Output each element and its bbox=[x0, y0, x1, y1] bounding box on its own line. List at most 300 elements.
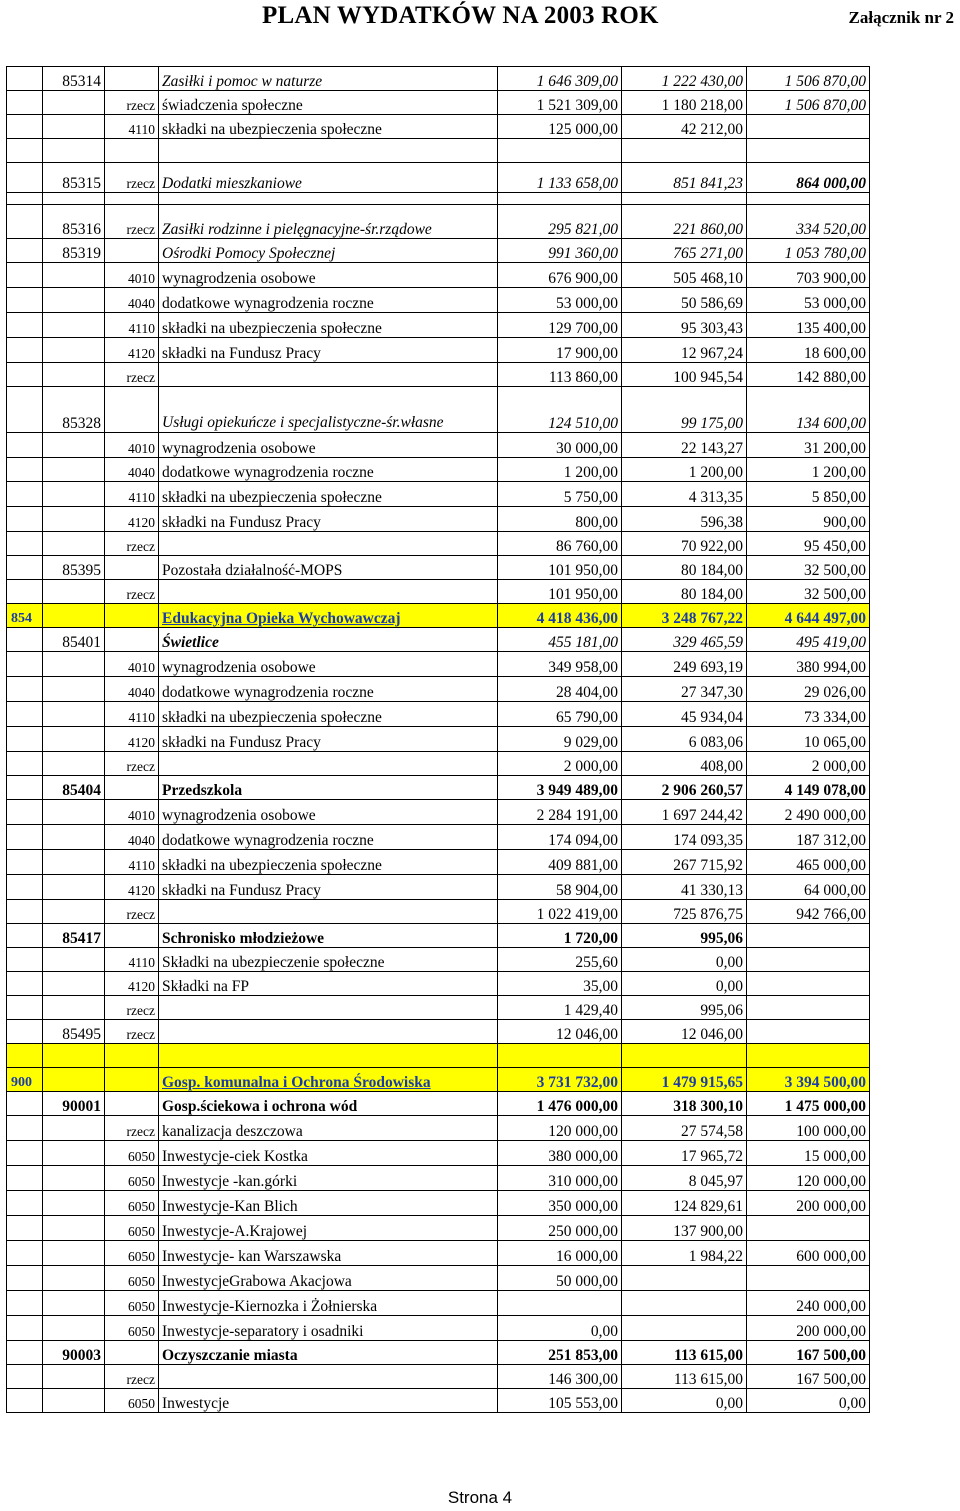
plan-2003-value-cell: 600 000,00 bbox=[747, 1241, 870, 1266]
chapter-code-cell bbox=[43, 115, 105, 139]
description-cell: wynagrodzenia osobowe bbox=[159, 433, 498, 458]
execution-value-cell: 0,00 bbox=[622, 972, 747, 996]
table-row bbox=[7, 556, 870, 580]
description-cell: Inwestycje- kan Warszawska bbox=[159, 1241, 498, 1266]
section-code-cell bbox=[7, 91, 43, 115]
description-cell: Inwestycje -kan.górki bbox=[159, 1166, 498, 1191]
table-row bbox=[7, 1068, 870, 1092]
table-row bbox=[7, 163, 870, 193]
description-cell: Usługi opiekuńcze i specjalistyczne-śr.własne bbox=[159, 387, 498, 433]
description-cell: składki na ubezpieczenia społeczne bbox=[159, 702, 498, 727]
execution-value-cell: 596,38 bbox=[622, 507, 747, 532]
table-row bbox=[7, 1166, 870, 1191]
section-code-cell bbox=[7, 1365, 43, 1389]
execution-value-cell: 1 479 915,65 bbox=[622, 1068, 747, 1092]
table-row bbox=[7, 972, 870, 996]
description-cell: Inwestycje-A.Krajowej bbox=[159, 1216, 498, 1241]
plan-value-cell: 251 853,00 bbox=[498, 1341, 622, 1365]
table-row bbox=[7, 776, 870, 800]
plan-value-cell: 2 284 191,00 bbox=[498, 800, 622, 825]
chapter-code-cell bbox=[43, 752, 105, 776]
section-code-cell bbox=[7, 924, 43, 948]
paragraph-code-cell: rzecz bbox=[105, 163, 159, 193]
table-row bbox=[7, 338, 870, 363]
section-code-cell bbox=[7, 1241, 43, 1266]
chapter-code-cell bbox=[43, 338, 105, 363]
execution-value-cell: 41 330,13 bbox=[622, 875, 747, 900]
chapter-code-cell bbox=[43, 91, 105, 115]
section-code-cell bbox=[7, 363, 43, 387]
plan-2003-value-cell: 2 000,00 bbox=[747, 752, 870, 776]
description-cell: składki na Fundusz Pracy bbox=[159, 875, 498, 900]
table-row bbox=[7, 604, 870, 628]
table-row bbox=[7, 1020, 870, 1044]
paragraph-code-cell: 6050 bbox=[105, 1191, 159, 1216]
paragraph-code-cell bbox=[105, 193, 159, 205]
section-code-cell bbox=[7, 1092, 43, 1116]
chapter-code-cell: 85319 bbox=[43, 239, 105, 263]
description-cell: Inwestycje-ciek Kostka bbox=[159, 1141, 498, 1166]
paragraph-code-cell: 4120 bbox=[105, 875, 159, 900]
paragraph-code-cell bbox=[105, 139, 159, 163]
description-cell: kanalizacja deszczowa bbox=[159, 1116, 498, 1141]
plan-value-cell: 35,00 bbox=[498, 972, 622, 996]
description-cell bbox=[159, 580, 498, 604]
paragraph-code-cell bbox=[105, 628, 159, 652]
table-row bbox=[7, 1389, 870, 1413]
chapter-code-cell bbox=[43, 996, 105, 1020]
plan-2003-value-cell: 200 000,00 bbox=[747, 1191, 870, 1216]
execution-value-cell: 50 586,69 bbox=[622, 288, 747, 313]
plan-2003-value-cell: 134 600,00 bbox=[747, 387, 870, 433]
execution-value-cell: 113 615,00 bbox=[622, 1365, 747, 1389]
description-cell bbox=[159, 532, 498, 556]
description-cell: Gosp. komunalna i Ochrona Środowiska bbox=[159, 1068, 498, 1092]
section-code-cell bbox=[7, 263, 43, 288]
section-code-cell bbox=[7, 482, 43, 507]
execution-value-cell: 100 945,54 bbox=[622, 363, 747, 387]
plan-value-cell: 2 000,00 bbox=[498, 752, 622, 776]
paragraph-code-cell bbox=[105, 604, 159, 628]
plan-2003-value-cell: 167 500,00 bbox=[747, 1365, 870, 1389]
description-cell: składki na Fundusz Pracy bbox=[159, 727, 498, 752]
paragraph-code-cell: 4040 bbox=[105, 288, 159, 313]
page-number: Strona 4 bbox=[447, 1488, 513, 1507]
execution-value-cell: 505 468,10 bbox=[622, 263, 747, 288]
plan-value-cell: 50 000,00 bbox=[498, 1266, 622, 1291]
plan-2003-value-cell: 1 506 870,00 bbox=[747, 91, 870, 115]
section-code-cell bbox=[7, 580, 43, 604]
section-code-cell bbox=[7, 972, 43, 996]
plan-value-cell: 0,00 bbox=[498, 1316, 622, 1341]
description-cell bbox=[159, 752, 498, 776]
chapter-code-cell bbox=[43, 507, 105, 532]
paragraph-code-cell: rzecz bbox=[105, 900, 159, 924]
paragraph-code-cell: 4010 bbox=[105, 433, 159, 458]
description-cell: Inwestycje-Kiernozka i Żołnierska bbox=[159, 1291, 498, 1316]
table-row bbox=[7, 1044, 870, 1068]
execution-value-cell: 22 143,27 bbox=[622, 433, 747, 458]
paragraph-code-cell: 4110 bbox=[105, 313, 159, 338]
paragraph-code-cell bbox=[105, 556, 159, 580]
plan-2003-value-cell: 2 490 000,00 bbox=[747, 800, 870, 825]
chapter-code-cell bbox=[43, 363, 105, 387]
chapter-code-cell bbox=[43, 1191, 105, 1216]
plan-2003-value-cell: 0,00 bbox=[747, 1389, 870, 1413]
execution-value-cell: 1 222 430,00 bbox=[622, 67, 747, 91]
paragraph-code-cell: rzecz bbox=[105, 580, 159, 604]
table-row bbox=[7, 139, 870, 163]
description-cell: Zasiłki i pomoc w naturze bbox=[159, 67, 498, 91]
plan-2003-value-cell bbox=[747, 996, 870, 1020]
plan-value-cell: 255,60 bbox=[498, 948, 622, 972]
table-row bbox=[7, 1266, 870, 1291]
section-code-cell bbox=[7, 139, 43, 163]
execution-value-cell: 99 175,00 bbox=[622, 387, 747, 433]
paragraph-code-cell: 4010 bbox=[105, 263, 159, 288]
execution-value-cell: 4 313,35 bbox=[622, 482, 747, 507]
chapter-code-cell bbox=[43, 972, 105, 996]
plan-2003-value-cell: 95 450,00 bbox=[747, 532, 870, 556]
section-code-cell bbox=[7, 387, 43, 433]
plan-value-cell: 350 000,00 bbox=[498, 1191, 622, 1216]
execution-value-cell: 3 248 767,22 bbox=[622, 604, 747, 628]
plan-2003-value-cell: 5 850,00 bbox=[747, 482, 870, 507]
plan-value-cell: 250 000,00 bbox=[498, 1216, 622, 1241]
plan-value-cell: 101 950,00 bbox=[498, 580, 622, 604]
table-row bbox=[7, 532, 870, 556]
table-row bbox=[7, 205, 870, 239]
chapter-code-cell bbox=[43, 1044, 105, 1068]
description-cell: składki na ubezpieczenia społeczne bbox=[159, 482, 498, 507]
plan-value-cell bbox=[498, 139, 622, 163]
execution-value-cell bbox=[622, 1316, 747, 1341]
chapter-code-cell: 85404 bbox=[43, 776, 105, 800]
paragraph-code-cell bbox=[105, 387, 159, 433]
plan-value-cell: 1 133 658,00 bbox=[498, 163, 622, 193]
table-row bbox=[7, 263, 870, 288]
chapter-code-cell: 90001 bbox=[43, 1092, 105, 1116]
execution-value-cell bbox=[622, 1291, 747, 1316]
plan-2003-value-cell: 1 053 780,00 bbox=[747, 239, 870, 263]
chapter-code-cell bbox=[43, 313, 105, 338]
description-cell: wynagrodzenia osobowe bbox=[159, 800, 498, 825]
plan-value-cell: 16 000,00 bbox=[498, 1241, 622, 1266]
description-cell bbox=[159, 193, 498, 205]
plan-2003-value-cell: 187 312,00 bbox=[747, 825, 870, 850]
section-code-cell bbox=[7, 1116, 43, 1141]
section-code-cell bbox=[7, 1389, 43, 1413]
table-row bbox=[7, 727, 870, 752]
table-body bbox=[7, 67, 870, 1413]
description-cell: Inwestycje bbox=[159, 1389, 498, 1413]
paragraph-code-cell bbox=[105, 1341, 159, 1365]
plan-value-cell: 28 404,00 bbox=[498, 677, 622, 702]
execution-value-cell: 851 841,23 bbox=[622, 163, 747, 193]
description-cell: składki na ubezpieczenia społeczne bbox=[159, 850, 498, 875]
execution-value-cell: 408,00 bbox=[622, 752, 747, 776]
section-code-cell bbox=[7, 850, 43, 875]
section-code-cell bbox=[7, 948, 43, 972]
section-code-cell bbox=[7, 163, 43, 193]
plan-value-cell: 455 181,00 bbox=[498, 628, 622, 652]
chapter-code-cell: 85316 bbox=[43, 205, 105, 239]
section-code-cell bbox=[7, 727, 43, 752]
section-code-cell bbox=[7, 556, 43, 580]
table-row bbox=[7, 875, 870, 900]
description-cell: Inwestycje-Kan Blich bbox=[159, 1191, 498, 1216]
section-code-cell bbox=[7, 875, 43, 900]
section-code-cell bbox=[7, 338, 43, 363]
plan-value-cell: 1 521 309,00 bbox=[498, 91, 622, 115]
plan-value-cell: 676 900,00 bbox=[498, 263, 622, 288]
description-cell: Gosp.ściekowa i ochrona wód bbox=[159, 1092, 498, 1116]
execution-value-cell: 17 965,72 bbox=[622, 1141, 747, 1166]
execution-value-cell: 12 046,00 bbox=[622, 1020, 747, 1044]
table-row bbox=[7, 1141, 870, 1166]
description-cell: świadczenia społeczne bbox=[159, 91, 498, 115]
description-cell: dodatkowe wynagrodzenia roczne bbox=[159, 458, 498, 482]
plan-value-cell: 1 022 419,00 bbox=[498, 900, 622, 924]
execution-value-cell: 329 465,59 bbox=[622, 628, 747, 652]
table-row bbox=[7, 1092, 870, 1116]
section-code-cell: 900 bbox=[7, 1068, 43, 1092]
execution-value-cell: 80 184,00 bbox=[622, 556, 747, 580]
execution-value-cell bbox=[622, 139, 747, 163]
chapter-code-cell bbox=[43, 263, 105, 288]
plan-2003-value-cell: 100 000,00 bbox=[747, 1116, 870, 1141]
chapter-code-cell bbox=[43, 433, 105, 458]
plan-value-cell: 1 200,00 bbox=[498, 458, 622, 482]
table-row bbox=[7, 850, 870, 875]
paragraph-code-cell: 4010 bbox=[105, 652, 159, 677]
table-row bbox=[7, 313, 870, 338]
section-code-cell bbox=[7, 1020, 43, 1044]
paragraph-code-cell bbox=[105, 1044, 159, 1068]
paragraph-code-cell: rzecz bbox=[105, 91, 159, 115]
chapter-code-cell bbox=[43, 193, 105, 205]
paragraph-code-cell bbox=[105, 67, 159, 91]
execution-value-cell: 1 200,00 bbox=[622, 458, 747, 482]
description-cell bbox=[159, 900, 498, 924]
plan-2003-value-cell: 1 506 870,00 bbox=[747, 67, 870, 91]
section-code-cell bbox=[7, 313, 43, 338]
execution-value-cell: 0,00 bbox=[622, 1389, 747, 1413]
plan-2003-value-cell: 380 994,00 bbox=[747, 652, 870, 677]
section-code-cell bbox=[7, 458, 43, 482]
plan-value-cell: 380 000,00 bbox=[498, 1141, 622, 1166]
plan-value-cell: 58 904,00 bbox=[498, 875, 622, 900]
section-code-cell bbox=[7, 67, 43, 91]
table-row bbox=[7, 1216, 870, 1241]
plan-value-cell: 53 000,00 bbox=[498, 288, 622, 313]
chapter-code-cell bbox=[43, 850, 105, 875]
plan-2003-value-cell: 10 065,00 bbox=[747, 727, 870, 752]
plan-value-cell: 113 860,00 bbox=[498, 363, 622, 387]
description-cell: Oczyszczanie miasta bbox=[159, 1341, 498, 1365]
paragraph-code-cell: 4110 bbox=[105, 702, 159, 727]
paragraph-code-cell: 6050 bbox=[105, 1241, 159, 1266]
plan-value-cell: 295 821,00 bbox=[498, 205, 622, 239]
chapter-code-cell: 85314 bbox=[43, 67, 105, 91]
page-header bbox=[0, 0, 960, 40]
section-code-cell bbox=[7, 1266, 43, 1291]
chapter-code-cell: 85395 bbox=[43, 556, 105, 580]
plan-2003-value-cell: 200 000,00 bbox=[747, 1316, 870, 1341]
table-row bbox=[7, 1365, 870, 1389]
section-code-cell bbox=[7, 776, 43, 800]
description-cell: Dodatki mieszkaniowe bbox=[159, 163, 498, 193]
plan-value-cell: 86 760,00 bbox=[498, 532, 622, 556]
plan-2003-value-cell: 465 000,00 bbox=[747, 850, 870, 875]
table-row bbox=[7, 580, 870, 604]
description-cell: Inwestycje-separatory i osadniki bbox=[159, 1316, 498, 1341]
execution-value-cell: 70 922,00 bbox=[622, 532, 747, 556]
paragraph-code-cell: 4110 bbox=[105, 850, 159, 875]
table-row bbox=[7, 115, 870, 139]
chapter-code-cell bbox=[43, 900, 105, 924]
plan-2003-value-cell bbox=[747, 115, 870, 139]
paragraph-code-cell: 4110 bbox=[105, 948, 159, 972]
chapter-code-cell bbox=[43, 1166, 105, 1191]
section-code-cell bbox=[7, 532, 43, 556]
plan-value-cell: 101 950,00 bbox=[498, 556, 622, 580]
chapter-code-cell: 85315 bbox=[43, 163, 105, 193]
plan-2003-value-cell bbox=[747, 1266, 870, 1291]
table-row bbox=[7, 1116, 870, 1141]
section-code-cell bbox=[7, 677, 43, 702]
execution-value-cell: 249 693,19 bbox=[622, 652, 747, 677]
section-code-cell bbox=[7, 433, 43, 458]
plan-value-cell: 125 000,00 bbox=[498, 115, 622, 139]
description-cell: Schronisko młodzieżowe bbox=[159, 924, 498, 948]
plan-value-cell: 3 731 732,00 bbox=[498, 1068, 622, 1092]
paragraph-code-cell: rzecz bbox=[105, 996, 159, 1020]
table-row bbox=[7, 825, 870, 850]
section-code-cell bbox=[7, 702, 43, 727]
plan-value-cell: 991 360,00 bbox=[498, 239, 622, 263]
description-cell: dodatkowe wynagrodzenia roczne bbox=[159, 288, 498, 313]
section-code-cell bbox=[7, 800, 43, 825]
section-code-cell bbox=[7, 1044, 43, 1068]
section-code-cell bbox=[7, 1166, 43, 1191]
chapter-code-cell bbox=[43, 1141, 105, 1166]
plan-value-cell bbox=[498, 193, 622, 205]
plan-2003-value-cell bbox=[747, 193, 870, 205]
plan-value-cell bbox=[498, 1044, 622, 1068]
chapter-code-cell bbox=[43, 458, 105, 482]
execution-value-cell: 45 934,04 bbox=[622, 702, 747, 727]
plan-value-cell: 124 510,00 bbox=[498, 387, 622, 433]
plan-2003-value-cell: 18 600,00 bbox=[747, 338, 870, 363]
section-code-cell bbox=[7, 1291, 43, 1316]
execution-value-cell: 1 697 244,42 bbox=[622, 800, 747, 825]
section-code-cell bbox=[7, 288, 43, 313]
description-cell bbox=[159, 996, 498, 1020]
section-code-cell bbox=[7, 507, 43, 532]
description-cell: Świetlice bbox=[159, 628, 498, 652]
paragraph-code-cell bbox=[105, 1092, 159, 1116]
chapter-code-cell bbox=[43, 604, 105, 628]
execution-value-cell: 6 083,06 bbox=[622, 727, 747, 752]
plan-value-cell: 9 029,00 bbox=[498, 727, 622, 752]
chapter-code-cell bbox=[43, 1291, 105, 1316]
table-row bbox=[7, 948, 870, 972]
plan-2003-value-cell: 864 000,00 bbox=[747, 163, 870, 193]
description-cell: wynagrodzenia osobowe bbox=[159, 652, 498, 677]
paragraph-code-cell: rzecz bbox=[105, 752, 159, 776]
plan-2003-value-cell: 135 400,00 bbox=[747, 313, 870, 338]
plan-2003-value-cell bbox=[747, 924, 870, 948]
plan-2003-value-cell: 64 000,00 bbox=[747, 875, 870, 900]
section-code-cell bbox=[7, 752, 43, 776]
execution-value-cell: 42 212,00 bbox=[622, 115, 747, 139]
execution-value-cell: 221 860,00 bbox=[622, 205, 747, 239]
plan-2003-value-cell: 73 334,00 bbox=[747, 702, 870, 727]
chapter-code-cell: 85495 bbox=[43, 1020, 105, 1044]
paragraph-code-cell bbox=[105, 1068, 159, 1092]
plan-value-cell bbox=[498, 1291, 622, 1316]
table-row bbox=[7, 1316, 870, 1341]
table-row bbox=[7, 387, 870, 433]
section-code-cell bbox=[7, 1341, 43, 1365]
chapter-code-cell bbox=[43, 1116, 105, 1141]
plan-value-cell: 120 000,00 bbox=[498, 1116, 622, 1141]
execution-value-cell: 765 271,00 bbox=[622, 239, 747, 263]
section-code-cell bbox=[7, 1316, 43, 1341]
plan-value-cell: 349 958,00 bbox=[498, 652, 622, 677]
plan-2003-value-cell: 1 200,00 bbox=[747, 458, 870, 482]
execution-value-cell: 318 300,10 bbox=[622, 1092, 747, 1116]
plan-value-cell: 129 700,00 bbox=[498, 313, 622, 338]
description-cell: dodatkowe wynagrodzenia roczne bbox=[159, 677, 498, 702]
section-code-cell bbox=[7, 825, 43, 850]
description-cell: składki na Fundusz Pracy bbox=[159, 507, 498, 532]
description-cell: Przedszkola bbox=[159, 776, 498, 800]
chapter-code-cell bbox=[43, 1068, 105, 1092]
execution-value-cell: 1 984,22 bbox=[622, 1241, 747, 1266]
description-cell: InwestycjeGrabowa Akacjowa bbox=[159, 1266, 498, 1291]
paragraph-code-cell: 4110 bbox=[105, 482, 159, 507]
paragraph-code-cell: rzecz bbox=[105, 1116, 159, 1141]
description-cell: Edukacyjna Opieka Wychowawczaj bbox=[159, 604, 498, 628]
execution-value-cell: 27 574,58 bbox=[622, 1116, 747, 1141]
section-code-cell: 854 bbox=[7, 604, 43, 628]
description-cell: składki na ubezpieczenia społeczne bbox=[159, 313, 498, 338]
plan-value-cell: 12 046,00 bbox=[498, 1020, 622, 1044]
chapter-code-cell bbox=[43, 580, 105, 604]
table-row bbox=[7, 482, 870, 507]
chapter-code-cell bbox=[43, 800, 105, 825]
attachment-label: Załącznik nr 2 bbox=[848, 8, 954, 27]
plan-2003-value-cell: 4 644 497,00 bbox=[747, 604, 870, 628]
plan-value-cell: 1 720,00 bbox=[498, 924, 622, 948]
section-code-cell bbox=[7, 996, 43, 1020]
plan-2003-value-cell bbox=[747, 139, 870, 163]
plan-value-cell: 65 790,00 bbox=[498, 702, 622, 727]
plan-2003-value-cell: 53 000,00 bbox=[747, 288, 870, 313]
plan-value-cell: 1 646 309,00 bbox=[498, 67, 622, 91]
plan-2003-value-cell: 120 000,00 bbox=[747, 1166, 870, 1191]
plan-2003-value-cell: 703 900,00 bbox=[747, 263, 870, 288]
execution-value-cell: 995,06 bbox=[622, 996, 747, 1020]
plan-value-cell: 3 949 489,00 bbox=[498, 776, 622, 800]
section-code-cell bbox=[7, 652, 43, 677]
plan-2003-value-cell bbox=[747, 972, 870, 996]
paragraph-code-cell: 4040 bbox=[105, 458, 159, 482]
plan-value-cell: 1 429,40 bbox=[498, 996, 622, 1020]
chapter-code-cell: 85401 bbox=[43, 628, 105, 652]
